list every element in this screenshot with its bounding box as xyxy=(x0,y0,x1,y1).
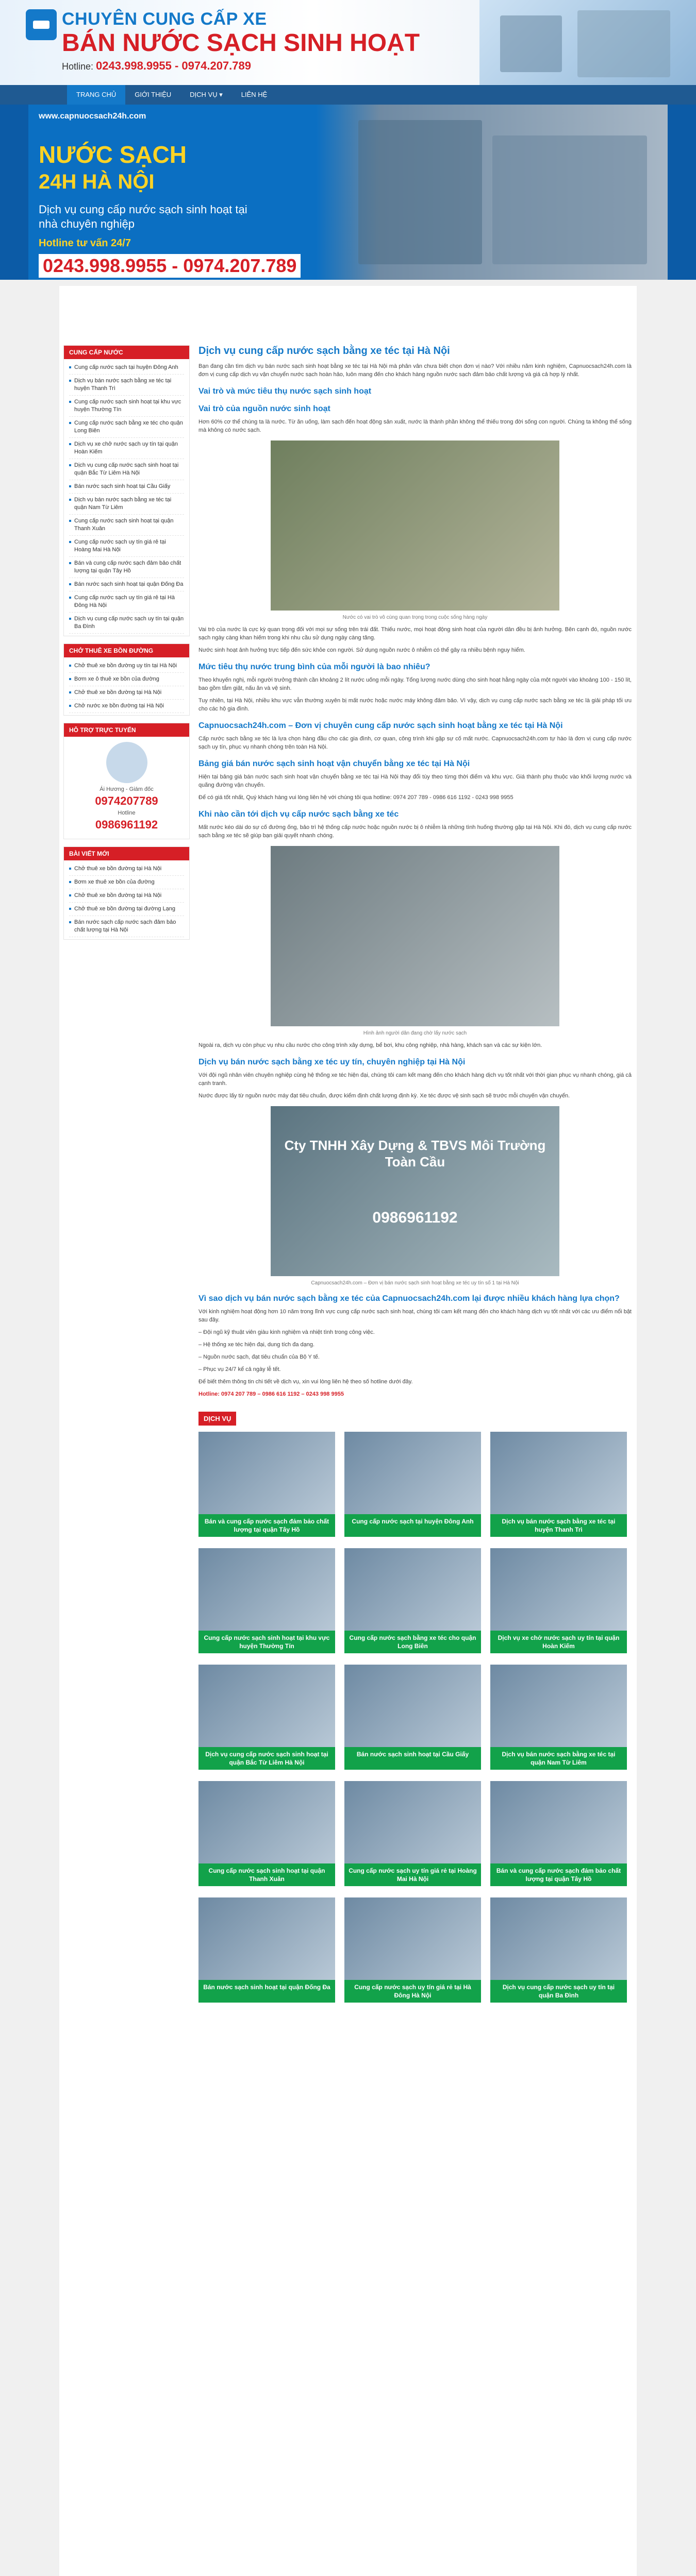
service-title[interactable]: Cung cấp nước sạch tại huyện Đông Anh xyxy=(344,1514,481,1537)
article-paragraph: Cấp nước sạch bằng xe téc là lựa chọn hàng đầu cho các gia đình, cơ quan, công trình khi gặp sự cố mất nước. Capnuocsach24h.com tự hào là đơn vị cung cấp nước sạch uy tín, phục vụ nhanh chóng trên toàn Hà Nội. xyxy=(198,736,632,750)
sidebar-item[interactable]: Dịch vụ xe chở nước sạch uy tín tại quận Hoàn Kiếm xyxy=(69,438,184,459)
article-paragraph: Để biết thêm thông tin chi tiết về dịch vụ, xin vui lòng liên hệ theo số hotline dưới đây. xyxy=(198,1379,413,1385)
sidebar-item[interactable]: Dịch vụ bán nước sạch bằng xe téc tại huyện Thanh Trì xyxy=(69,375,184,396)
service-card[interactable] xyxy=(198,1432,335,1537)
sidebar-item[interactable]: Chở thuê xe bồn đường tại đường Lạng xyxy=(69,903,184,916)
article-paragraph: Bạn đang cần tìm dịch vụ bán nước sạch sinh hoạt bằng xe téc tại Hà Nội mà phân vân chưa biết chọn đơn vị nào? Với nhiều năm kinh nghiệm, Capnuocsach24h.com là đơn vị cung cấp dịch vụ vận chuyển nước sạch hoàn hảo, luôn mang đến cho khách hàng nguồn nước sạch đảm bảo chất lượng và giá cả hợp lý nhất. xyxy=(198,363,632,378)
sidebar-item[interactable]: Bơm xe ô thuê xe bồn của đường xyxy=(69,673,184,686)
banner-photo-shape xyxy=(358,120,482,264)
sidebar-item[interactable]: Bán và cung cấp nước sạch đảm bảo chất lượng tại quận Tây Hồ xyxy=(69,557,184,578)
support-name: Ái Hương - Giám đốc xyxy=(100,786,154,792)
article-hotline: Hotline: 0974 207 789 – 0986 616 1192 – 0243 998 9955 xyxy=(198,1391,344,1397)
service-card[interactable] xyxy=(198,1665,335,1770)
article-image-hands-water xyxy=(271,440,559,611)
banner-title2: 24H HÀ NỘI xyxy=(39,171,155,193)
banner-site: www.capnuocsach24h.com xyxy=(39,112,146,121)
sidebar-box-title: CUNG CẤP NƯỚC xyxy=(64,346,189,359)
service-title[interactable]: Dịch vụ bán nước sạch bằng xe téc tại quận Nam Từ Liêm xyxy=(490,1747,627,1770)
banner-hotline-label: Hotline tư vấn 24/7 xyxy=(39,238,131,249)
service-card[interactable] xyxy=(198,1548,335,1653)
service-card[interactable] xyxy=(490,1665,627,1770)
service-image[interactable] xyxy=(344,1665,481,1747)
article-heading: Vai trò và mức tiêu thụ nước sạch sinh hoạt xyxy=(198,387,372,396)
banner-title1: NƯỚC SẠCH xyxy=(39,141,187,168)
support-avatar xyxy=(106,742,147,783)
article-image-queue xyxy=(271,846,559,1026)
nav-home[interactable]: TRANG CHỦ xyxy=(67,85,125,105)
service-image[interactable] xyxy=(490,1432,627,1514)
sidebar-item[interactable]: Cung cấp nước sạch sinh hoạt tại quận Thanh Xuân xyxy=(69,515,184,536)
sidebar-box-title: CHỞ THUÊ XE BỒN ĐƯỜNG xyxy=(64,644,189,657)
nav-contact[interactable]: LIÊN HỆ xyxy=(241,91,268,98)
service-card[interactable] xyxy=(198,1781,335,1886)
article-heading: Capnuocsach24h.com – Đơn vị chuyên cung cấp nước sạch sinh hoạt bằng xe téc tại Hà Nội xyxy=(198,721,563,730)
image-caption: Nước có vai trò vô cùng quan trọng trong cuộc sống hàng ngày xyxy=(342,615,488,620)
article-paragraph: Với kinh nghiệm hoạt động hơn 10 năm trong lĩnh vực cung cấp nước sạch sinh hoạt, chúng tôi cam kết mang đến cho khách hàng dịch vụ tốt nhất với các ưu điểm nổi bật sau đây. xyxy=(198,1309,632,1323)
sidebar-item[interactable]: Dịch vụ bán nước sạch bằng xe téc tại quận Nam Từ Liêm xyxy=(69,494,184,515)
service-card[interactable] xyxy=(490,1432,627,1537)
brand-line1: CHUYÊN CUNG CẤP XE xyxy=(62,9,267,29)
article-paragraph: Nước sinh hoạt ảnh hưởng trực tiếp đến sức khỏe con người. Sử dụng nguồn nước ô nhiễm có thể gây ra nhiều bệnh nguy hiểm. xyxy=(198,647,525,653)
service-title[interactable]: Cung cấp nước sạch sinh hoạt tại khu vực huyện Thường Tín xyxy=(198,1631,335,1653)
banner-hotline[interactable]: 0243.998.9955 - 0974.207.789 xyxy=(39,254,301,278)
header-image xyxy=(479,0,696,85)
article-heading: Bảng giá bán nước sạch sinh hoạt vận chuyển bằng xe téc tại Hà Nội xyxy=(198,759,470,768)
service-card[interactable] xyxy=(344,1665,481,1770)
support-name2: Hotline xyxy=(118,810,136,816)
image-overlay-company: Cty TNHH Xây Dựng & TBVS Môi Trường Toàn Cầu xyxy=(284,1138,546,1170)
service-image[interactable] xyxy=(198,1432,335,1514)
sidebar-item[interactable]: Dịch vụ cung cấp nước sạch uy tín tại quận Ba Đình xyxy=(69,613,184,634)
service-title[interactable]: Bán nước sạch sinh hoạt tại quận Đống Đa xyxy=(198,1980,335,2003)
service-card[interactable] xyxy=(490,1781,627,1886)
article-title: Dịch vụ cung cấp nước sạch bằng xe téc tại Hà Nội xyxy=(198,345,450,357)
sidebar-item[interactable]: Chở thuê xe bồn đường tại Hà Nội xyxy=(69,686,184,700)
article-paragraph: Hơn 60% cơ thể chúng ta là nước. Từ ăn uống, làm sạch đến hoạt động sản xuất, nước là thành phần không thể thiếu trong đời sống con người. Chúng ta không thể sống mà không có nước sạch. xyxy=(198,419,632,433)
sidebar-box-title: HỖ TRỢ TRỰC TUYẾN xyxy=(64,723,189,737)
sidebar-box-water xyxy=(63,345,190,636)
sidebar-item[interactable]: Cung cấp nước sạch bằng xe téc cho quận Long Biên xyxy=(69,417,184,438)
article-paragraph: Theo khuyến nghị, mỗi người trưởng thành cần khoảng 2 lít nước uống mỗi ngày. Tổng lượng nước dùng cho sinh hoạt hằng ngày của một người vào khoảng 100 - 150 lít, bao gồm tắm giặt, nấu ăn và vệ sinh. xyxy=(198,677,632,691)
sidebar xyxy=(63,345,190,947)
sidebar-box-tanker xyxy=(63,643,190,716)
article-list-item: – Phục vụ 24/7 kể cả ngày lễ tết. xyxy=(198,1366,281,1372)
service-title[interactable]: Cung cấp nước sạch sinh hoạt tại quận Thanh Xuân xyxy=(198,1863,335,1886)
truck-logo-icon xyxy=(26,9,57,40)
service-title[interactable]: Bán nước sạch sinh hoạt tại Cầu Giấy xyxy=(344,1747,481,1770)
article-list-item: – Đội ngũ kỹ thuật viên giàu kinh nghiệm và nhiệt tình trong công việc. xyxy=(198,1329,375,1335)
service-title[interactable]: Cung cấp nước sạch uy tín giá rẻ tại Hà Đông Hà Nội xyxy=(344,1980,481,2003)
service-card[interactable] xyxy=(198,1897,335,2003)
sidebar-item[interactable]: Chở thuê xe bồn đường uy tín tại Hà Nội xyxy=(69,659,184,673)
support-phone[interactable]: 0974207789 xyxy=(95,794,158,807)
article-heading: Mức tiêu thụ nước trung bình của mỗi người là bao nhiêu? xyxy=(198,663,430,671)
article-paragraph: Mất nước kéo dài do sự cố đường ống, bảo trì hệ thống cấp nước hoặc nguồn nước bị ô nhiễm là những tình huống thường gặp tại Hà Nội. Khi đó, dịch vụ cung cấp nước sạch bằng xe téc sẽ giúp bạn giải quyết nhanh chóng. xyxy=(198,824,632,839)
service-title[interactable]: Bán và cung cấp nước sạch đảm bảo chất lượng tại quận Tây Hồ xyxy=(198,1514,335,1537)
site-header xyxy=(0,0,696,85)
article-paragraph: Ngoài ra, dịch vụ còn phục vụ nhu cầu nước cho công trình xây dựng, bể bơi, khu công nghiệp, nhà hàng, khách sạn và các sự kiện lớn. xyxy=(198,1042,542,1048)
service-image[interactable] xyxy=(198,1897,335,1980)
article-paragraph: Tuy nhiên, tại Hà Nội, nhiều khu vực vẫn thường xuyên bị mất nước hoặc nước máy không đảm bảo. Vì vậy, dịch vụ cung cấp nước sạch bằng xe téc là giải pháp tối ưu cho các hộ gia đình. xyxy=(198,698,632,712)
article-paragraph: Với đội ngũ nhân viên chuyên nghiệp cùng hệ thống xe téc hiện đại, chúng tôi cam kết mang đến cho khách hàng dịch vụ tốt nhất với thời gian phục vụ nhanh chóng, giá cả cạnh tranh. xyxy=(198,1072,632,1087)
sidebar-item[interactable]: Bơm xe thuê xe bồn của đường xyxy=(69,876,184,889)
service-image[interactable] xyxy=(490,1781,627,1863)
nav-about[interactable]: GIỚI THIỆU xyxy=(135,91,172,98)
sidebar-box-support xyxy=(63,723,190,839)
sidebar-item[interactable]: Chở thuê xe bồn đường tại Hà Nội xyxy=(69,862,184,876)
sidebar-item[interactable]: Chở nước xe bồn đường tại Hà Nội xyxy=(69,700,184,713)
image-caption: Hình ảnh người dân đang chờ lấy nước sạch xyxy=(363,1030,467,1036)
service-image[interactable] xyxy=(490,1665,627,1747)
sidebar-item[interactable]: Cung cấp nước sạch tại huyện Đông Anh xyxy=(69,361,184,375)
service-title[interactable]: Dịch vụ cung cấp nước sạch uy tín tại quận Ba Đình xyxy=(490,1980,627,2003)
banner-tagline: Dịch vụ cung cấp nước sạch sinh hoạt tại nhà chuyên nghiệp xyxy=(39,203,247,230)
article-paragraph: Vai trò của nước là cực kỳ quan trọng đối với mọi sự sống trên trái đất. Thiếu nước, mọi hoạt động sinh hoạt của người dân đều bị ảnh hưởng. Bên cạnh đó, nguồn nước sạch ngày càng khan hiếm trong khi nhu cầu sử dụng ngày càng tăng. xyxy=(198,626,632,641)
article-image-truck xyxy=(271,1106,559,1276)
sidebar-item[interactable]: Cung cấp nước sạch uy tín giá rẻ tại Hà Đông Hà Nội xyxy=(69,591,184,613)
service-image[interactable] xyxy=(344,1781,481,1863)
article-paragraph: Hiện tại bảng giá bán nước sạch sinh hoạt vận chuyển bằng xe téc tại Hà Nội thay đổi tùy theo từng thời điểm và khu vực. Giá thành phụ thuộc vào khối lượng nước và quãng đường vận chuyển. xyxy=(198,774,632,788)
services-title: DỊCH VỤ xyxy=(198,1412,236,1426)
service-card[interactable] xyxy=(344,1548,481,1653)
service-image[interactable] xyxy=(198,1781,335,1863)
service-card[interactable] xyxy=(344,1432,481,1537)
sidebar-item[interactable]: Bán nước sạch sinh hoạt tại quận Đống Đa xyxy=(69,578,184,591)
service-image[interactable] xyxy=(344,1897,481,1980)
service-image[interactable] xyxy=(344,1548,481,1631)
service-card[interactable] xyxy=(344,1781,481,1886)
sidebar-item[interactable]: Dịch vụ cung cấp nước sạch sinh hoạt tại quận Bắc Từ Liêm Hà Nội xyxy=(69,459,184,480)
hero-banner xyxy=(0,105,696,280)
sidebar-item[interactable]: Chở thuê xe bồn đường tại Hà Nội xyxy=(69,889,184,903)
service-card[interactable] xyxy=(344,1897,481,2003)
article-list-item: – Hệ thống xe téc hiện đại, dung tích đa dạng. xyxy=(198,1342,315,1348)
article xyxy=(198,345,632,2003)
article-heading: Vai trò của nguồn nước sinh hoạt xyxy=(198,404,330,413)
header-photo-shape xyxy=(500,15,562,72)
article-paragraph: Nước được lấy từ nguồn nước máy đạt tiêu chuẩn, được kiểm định chất lượng định kỳ. Xe téc được vệ sinh sạch sẽ trước mỗi chuyến vận chuyển. xyxy=(198,1093,570,1099)
support-phone2[interactable]: 0986961192 xyxy=(95,818,158,831)
sidebar-item[interactable]: Cung cấp nước sạch uy tín giá rẻ tại Hoàng Mai Hà Nội xyxy=(69,536,184,557)
header-photo-shape xyxy=(577,10,670,77)
service-title[interactable]: Dịch vụ bán nước sạch bằng xe téc tại huyện Thanh Trì xyxy=(490,1514,627,1537)
sidebar-item[interactable]: Bán nước sạch sinh hoạt tại Cầu Giấy xyxy=(69,480,184,494)
main-nav xyxy=(0,85,696,105)
service-image[interactable] xyxy=(198,1665,335,1747)
service-title[interactable]: Cung cấp nước sạch uy tín giá rẻ tại Hoàng Mai Hà Nội xyxy=(344,1863,481,1886)
article-heading: Vì sao dịch vụ bán nước sạch bằng xe téc của Capnuocsach24h.com lại được nhiều khách hàng lựa chọn? xyxy=(198,1294,620,1303)
service-image[interactable] xyxy=(344,1432,481,1514)
service-image[interactable] xyxy=(490,1548,627,1631)
sidebar-box-title: BÀI VIẾT MỚI xyxy=(64,847,189,860)
image-caption: Capnuocsach24h.com – Đơn vị bán nước sạch sinh hoạt bằng xe téc uy tín số 1 tại Hà Nội xyxy=(311,1280,519,1286)
service-title[interactable]: Bán và cung cấp nước sạch đảm bảo chất lượng tại quận Tây Hồ xyxy=(490,1863,627,1886)
main-container xyxy=(59,286,637,2576)
sidebar-item[interactable]: Bán nước sạch cấp nước sạch đảm bảo chất lượng tại Hà Nội xyxy=(69,916,184,937)
service-title[interactable]: Dịch vụ xe chở nước sạch uy tín tại quận Hoàn Kiếm xyxy=(490,1631,627,1653)
service-image[interactable] xyxy=(490,1897,627,1980)
service-image[interactable] xyxy=(198,1548,335,1631)
article-paragraph: Để có giá tốt nhất, Quý khách hàng vui lòng liên hệ với chúng tôi qua hotline: 0974 207 789 - 0986 616 1192 - 0243 998 9955 xyxy=(198,794,513,801)
sidebar-item[interactable]: Cung cấp nước sạch sinh hoạt tại khu vực huyện Thường Tín xyxy=(69,396,184,417)
header-hotline[interactable]: Hotline: 0243.998.9955 - 0974.207.789 xyxy=(62,59,251,72)
service-card[interactable] xyxy=(490,1897,627,2003)
brand[interactable] xyxy=(62,9,420,73)
service-title[interactable]: Dịch vụ cung cấp nước sạch sinh hoạt tại quận Bắc Từ Liêm Hà Nội xyxy=(198,1747,335,1770)
service-card[interactable] xyxy=(490,1548,627,1653)
service-title[interactable]: Cung cấp nước sạch bằng xe téc cho quận Long Biên xyxy=(344,1631,481,1653)
services-grid xyxy=(198,1432,632,2003)
sidebar-box-news xyxy=(63,846,190,940)
nav-services[interactable]: DỊCH VỤ ▾ xyxy=(190,91,223,98)
article-list-item: – Nguồn nước sạch, đạt tiêu chuẩn của Bộ Y tế. xyxy=(198,1354,320,1360)
image-overlay-phone: 0986961192 xyxy=(372,1209,458,1226)
article-heading: Dịch vụ bán nước sạch bằng xe téc uy tín, chuyên nghiệp tại Hà Nội xyxy=(198,1058,466,1066)
banner-photo-shape xyxy=(492,135,647,264)
article-heading: Khi nào cần tới dịch vụ cấp nước sạch bằng xe téc xyxy=(198,810,399,819)
brand-line2: BÁN NƯỚC SẠCH SINH HOẠT xyxy=(62,29,420,57)
